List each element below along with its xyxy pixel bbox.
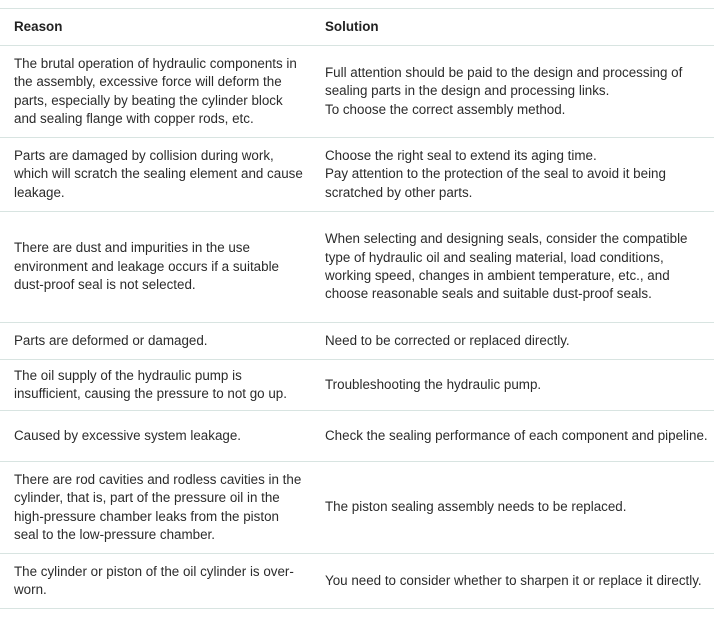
table-row xyxy=(0,323,714,360)
table-row xyxy=(0,411,714,462)
table-row xyxy=(0,212,714,323)
solution-cell xyxy=(311,230,714,304)
troubleshooting-table xyxy=(0,8,714,609)
solution-line: Need to be corrected or replaced directly. xyxy=(325,332,570,348)
table-row xyxy=(0,554,714,609)
solution-column-header: Solution xyxy=(325,18,379,34)
solution-line: Check the sealing performance of each component and pipeline. xyxy=(325,427,708,443)
table-header-row xyxy=(0,9,714,46)
solution-line: Pay attention to the protection of the seal to avoid it being scratched by other parts. xyxy=(325,166,666,200)
solution-cell xyxy=(311,64,714,119)
solution-cell xyxy=(311,332,714,350)
solution-cell xyxy=(311,376,714,394)
table-row xyxy=(0,462,714,554)
reason-column-header: Reason xyxy=(14,18,63,34)
solution-line: The piston sealing assembly needs to be replaced. xyxy=(325,499,627,515)
solution-line: Choose the right seal to extend its aging time. xyxy=(325,147,597,163)
solution-cell xyxy=(311,498,714,516)
solution-cell xyxy=(311,572,714,590)
reason-cell: There are dust and impurities in the use environment and leakage occurs if a suitable dust-proof seal is not selected. xyxy=(14,240,279,293)
solution-cell xyxy=(311,147,714,202)
table-row xyxy=(0,138,714,212)
reason-cell: The brutal operation of hydraulic components in the assembly, excessive force will deform the parts, especially by beating the cylinder block and sealing flange with copper rods, etc. xyxy=(14,55,297,126)
solution-line: To choose the correct assembly method. xyxy=(325,101,566,117)
reason-cell: Caused by excessive system leakage. xyxy=(14,427,242,443)
reason-cell: There are rod cavities and rodless cavities in the cylinder, that is, part of the pressure oil in the high-pressure chamber leaks from the piston seal to the low-pressure chamber. xyxy=(14,471,302,542)
reason-cell: The cylinder or piston of the oil cylinder is over-worn. xyxy=(14,563,294,597)
table-row xyxy=(0,46,714,138)
solution-cell xyxy=(311,427,714,445)
reason-cell: Parts are deformed or damaged. xyxy=(14,332,208,348)
solution-line: When selecting and designing seals, consider the compatible type of hydraulic oil and sealing material, load conditions, working speed, changes in ambient temperature, etc., and choose reasonable seals and suitable dust-proof seals. xyxy=(325,231,688,302)
reason-cell: Parts are damaged by collision during work, which will scratch the sealing element and cause leakage. xyxy=(14,147,303,200)
reason-cell: The oil supply of the hydraulic pump is insufficient, causing the pressure to not go up. xyxy=(14,367,287,401)
table-row xyxy=(0,360,714,411)
solution-line: Troubleshooting the hydraulic pump. xyxy=(325,376,542,392)
solution-line: Full attention should be paid to the design and processing of sealing parts in the design and processing links. xyxy=(325,64,683,99)
solution-line: You need to consider whether to sharpen it or replace it directly. xyxy=(325,572,702,588)
